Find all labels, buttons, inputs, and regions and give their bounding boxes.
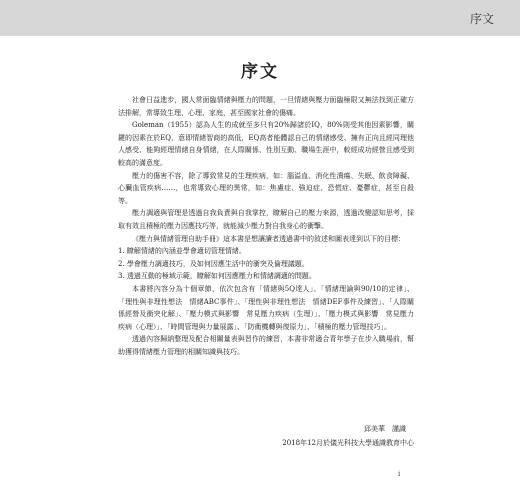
list-item: 1. 瞭解情緒的內涵並學會適切管理情緒。 bbox=[118, 247, 246, 256]
page-number: i bbox=[398, 470, 401, 478]
paragraph: 壓力的傷害不容，除了導致常見的生理疾病，如：腦溢血、消化性潰瘍、失眠、飲食障礙、心臟血管疾病……，也常導致心理的異常，如：焦慮症、強迫症、恐慌症、憂鬱症，甚至自殺等。 bbox=[118, 171, 414, 205]
list-item: 2. 學會壓力調適技巧，及如何因應生活中的衝突及倫理議題。 bbox=[118, 259, 309, 268]
paragraph: 透過內容歸納整理及配合相關量表與習作的練習，本書非常適合青年學子在步入職場前，幫助獲得情緒壓力管理的相關知識與技巧。 bbox=[118, 335, 414, 356]
signature-author: 邱美華 謹識 bbox=[364, 425, 406, 433]
paragraph: Goleman（1955）認為人生的成就至多只有20%歸諸於IQ，80%則受其他因素影響，關鍵的因素在於EQ，意即情緒智商的高低，EQ高者能體認自己的情緒感受、擁有正向且經同理他人感受、能夠經理情緒自身情緒，在人際關係、性別互動、職場生涯中，較經成功經營且感受到較高的滿意度。 bbox=[118, 121, 414, 167]
paragraph: 社會日益進步，國人常面臨情緒與壓力的問題，一旦情緒與壓力面臨極限又無法找到正確方法排解，常導致生理、心理、家庭，甚至國家社會的傷痛。 bbox=[118, 96, 414, 117]
running-header-label: 序文 bbox=[469, 12, 494, 26]
signature-date-place: 2018年12月於儀光科技大學通識教育中心 bbox=[282, 439, 414, 447]
running-header-bar bbox=[0, 0, 520, 36]
paragraph: 《壓力與情緒管理自助手冊》這本書是想讓讀者透過書中的敘述和圖表達到以下的目標： bbox=[132, 234, 405, 243]
page-title: 序文 bbox=[241, 62, 279, 82]
paragraph: 本書將內容分為十個章節，依次包含有「情緒與5Q達人」、「情緒理論與90/10的定律」、「理性與非理性想法 情緒ABC事件」、「理性與非理性想法 情緒DEF事件及練習」、「人際關係經營及衝突化解」、「壓力模式與影響 常見壓力疾病（生理）」、「壓力模式與影響 常見壓力疾病（心理）」、「時間管理與力量展露」、「防衛機轉與復原力」、「積極的壓力管理技巧」。 bbox=[118, 284, 414, 331]
paragraph: 壓力調適與管理是透過自我負責與自我掌控，瞭解自己的壓力來源，透過改變認知思考，採取有效且積極的壓力因應技巧等，就能減少壓力對自我身心的衝擊。 bbox=[118, 209, 414, 230]
goals-list bbox=[118, 245, 414, 283]
preface-body bbox=[118, 94, 414, 358]
list-item: 3. 透過互動的極域示範，瞭解如何因應壓力和情緒調適的問題。 bbox=[118, 272, 316, 281]
